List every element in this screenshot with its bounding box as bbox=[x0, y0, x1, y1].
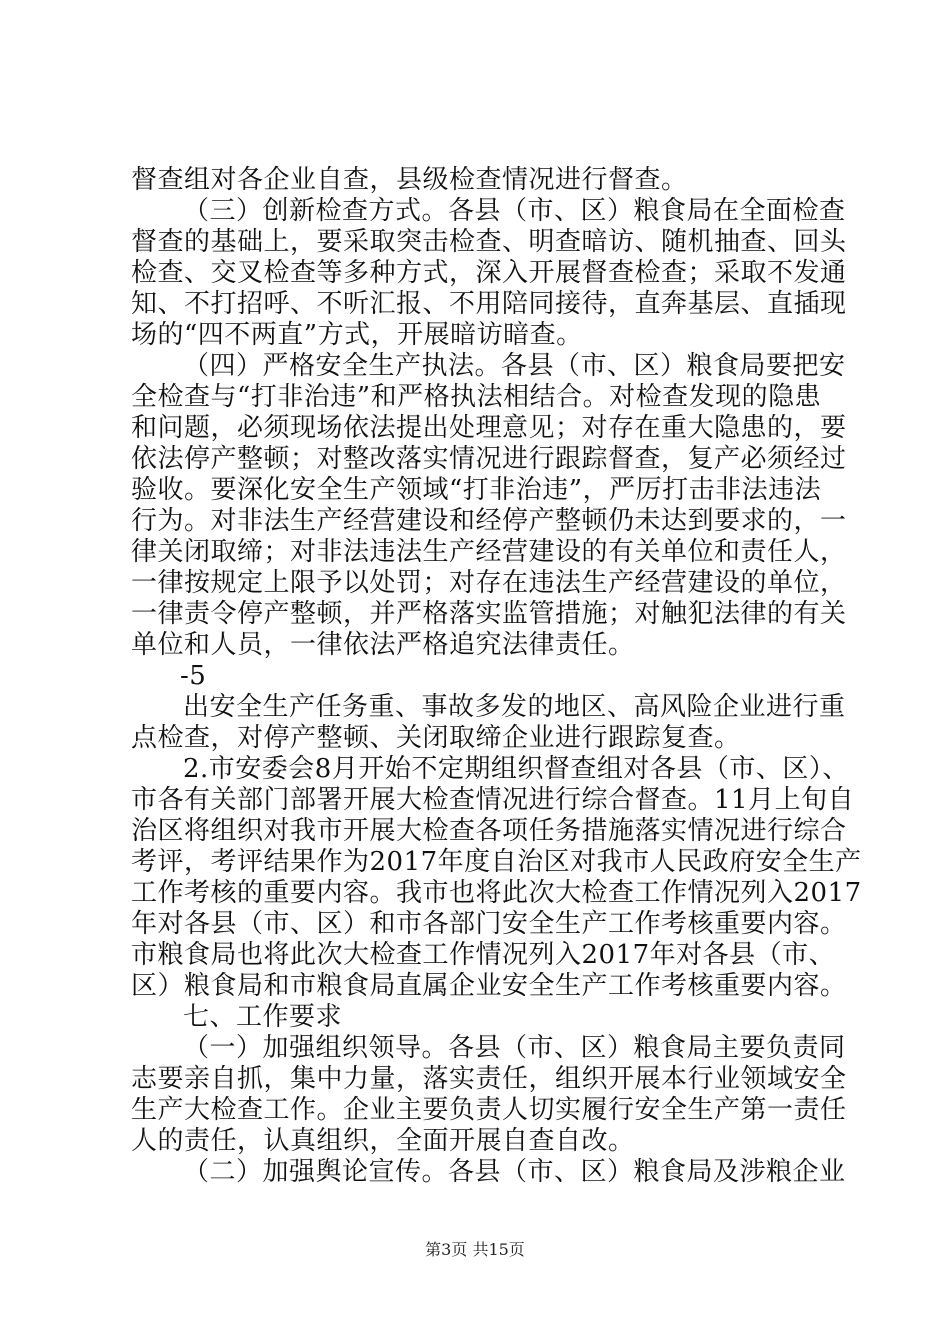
text-line: 知、不打招呼、不听汇报、不用陪同接待，直奔基层、直插现 bbox=[131, 289, 847, 319]
text-line: （四）严格安全生产执法。各县（市、区）粮食局要把安 bbox=[183, 351, 846, 381]
text-line: 依法停产整顿；对整改落实情况进行跟踪督查，复产必须经过 bbox=[131, 444, 847, 474]
text-line: 出安全生产任务重、事故多发的地区、高风险企业进行重 bbox=[183, 692, 846, 722]
text-line: 市各有关部门部署开展大检查情况进行综合督查。11月上旬自 bbox=[131, 785, 855, 815]
text-line: 一律按规定上限予以处罚；对存在违法生产经营建设的单位， bbox=[131, 568, 847, 598]
text-line: 市粮食局也将此次大检查工作情况列入2017年对各县（市、 bbox=[131, 940, 836, 970]
text-line: （一）加强组织领导。各县（市、区）粮食局主要负责同 bbox=[183, 1033, 846, 1063]
text-line: 工作考核的重要内容。我市也将此次大检查工作情况列入2017 bbox=[131, 878, 862, 908]
text-line: 生产大检查工作。企业主要负责人切实履行安全生产第一责任 bbox=[131, 1095, 847, 1125]
text-line: 志要亲自抓，集中力量，落实责任，组织开展本行业领域安全 bbox=[131, 1064, 847, 1094]
text-line: 考评，考评结果作为2017年度自治区对我市人民政府安全生产 bbox=[131, 847, 862, 877]
text-line: 督查组对各企业自查，县级检查情况进行督查。 bbox=[131, 165, 688, 195]
text-line: 年对各县（市、区）和市各部门安全生产工作考核重要内容。 bbox=[131, 909, 847, 939]
text-line: 行为。对非法生产经营建设和经停产整顿仍未达到要求的，一 bbox=[131, 506, 847, 536]
text-line: 验收。要深化安全生产领域“打非治违”，严厉打击非法违法 bbox=[131, 475, 822, 505]
text-line: 和问题，必须现场依法提出处理意见；对存在重大隐患的，要 bbox=[131, 413, 847, 443]
text-line: 全检查与“打非治违”和严格执法相结合。对检查发现的隐患 bbox=[131, 382, 822, 412]
text-line: 律关闭取缔；对非法违法生产经营建设的有关单位和责任人， bbox=[131, 537, 847, 567]
page-fragment-marker: -5 bbox=[180, 661, 207, 691]
text-line: 人的责任，认真组织，全面开展自查自改。 bbox=[131, 1126, 635, 1156]
text-line: 督查的基础上，要采取突击检查、明查暗访、随机抽查、回头 bbox=[131, 227, 847, 257]
text-line: 检查、交叉检查等多种方式，深入开展督查检查；采取不发通 bbox=[131, 258, 847, 288]
text-line: 2.市安委会8月开始不定期组织督查组对各县（市、区）、 bbox=[183, 754, 849, 784]
text-line: 区）粮食局和市粮食局直属企业安全生产工作考核重要内容。 bbox=[131, 971, 847, 1001]
text-line: （三）创新检查方式。各县（市、区）粮食局在全面检查 bbox=[183, 196, 846, 226]
page-footer: 第3页 共15页 bbox=[425, 1240, 525, 1259]
section-heading: 七、工作要求 bbox=[183, 1002, 343, 1032]
text-line: 治区将组织对我市开展大检查各项任务措施落实情况进行综合 bbox=[131, 816, 847, 846]
text-line: 场的“四不两直”方式，开展暗访暗查。 bbox=[131, 320, 583, 350]
text-line: 点检查，对停产整顿、关闭取缔企业进行跟踪复查。 bbox=[131, 723, 741, 753]
text-line: 单位和人员，一律依法严格追究法律责任。 bbox=[131, 630, 635, 660]
text-line: （二）加强舆论宣传。各县（市、区）粮食局及涉粮企业 bbox=[183, 1157, 846, 1187]
text-line: 一律责令停产整顿，并严格落实监管措施；对触犯法律的有关 bbox=[131, 599, 847, 629]
